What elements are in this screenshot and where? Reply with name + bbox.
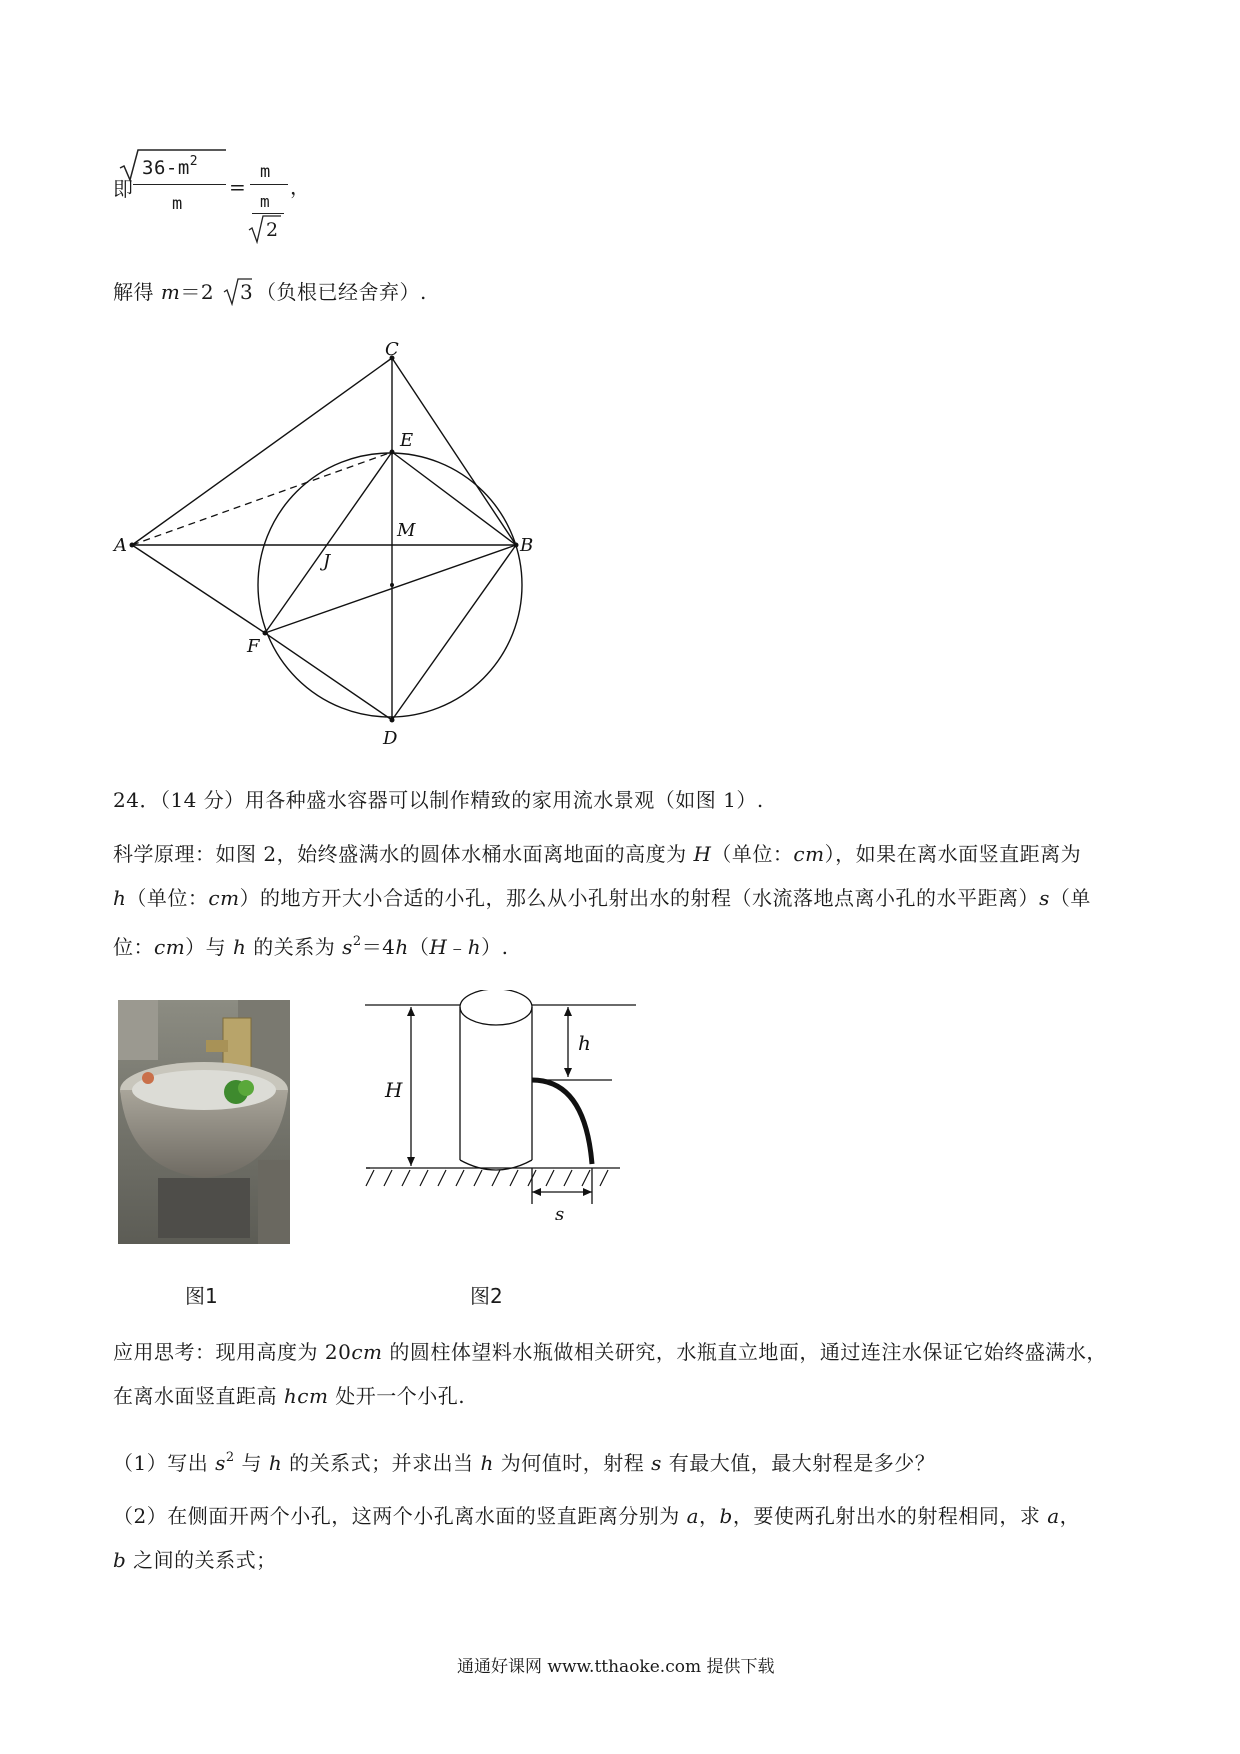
text: ）与	[185, 935, 234, 959]
text: 的圆柱体望料水瓶做相关研究，水瓶直立地面，通过连注水保证它始终盛满水，	[382, 1340, 1107, 1364]
text: ，	[699, 1504, 720, 1528]
var-h: h	[268, 1451, 283, 1475]
figure-1-photo	[118, 1000, 290, 1244]
solution-prefix: 解得	[113, 280, 161, 304]
var-H: H	[429, 935, 448, 959]
fraction-numerator	[142, 148, 198, 182]
text: （1）写出	[113, 1451, 216, 1475]
question-1	[113, 1444, 935, 1477]
text: 科学原理：如图 2，始终盛满水的圆体水桶水面离地面的高度为	[113, 842, 694, 866]
text: 之间的关系式；	[126, 1548, 277, 1572]
fraction-prefix: 即	[113, 177, 134, 201]
problem-24-header: 24．（14 分）用各种盛水容器可以制作精致的家用流水景观（如图 1）.	[113, 788, 764, 812]
text: 的关系式；并求出当	[282, 1451, 481, 1475]
right-den-radicand: 2	[266, 219, 279, 241]
var-s: s	[651, 1451, 662, 1475]
text: ）的地方开大小合适的小孔，那么从小孔射出水的射程（水流落地点离小孔的水平距离）	[239, 886, 1040, 910]
var-h: h	[113, 886, 127, 910]
solution-suffix: （负根已经舍弃）.	[256, 280, 427, 304]
figure-2-label: 图2	[470, 1284, 503, 1308]
unit-cm: cm	[208, 886, 240, 910]
fraction-bar-left	[133, 184, 226, 185]
principle-line-2	[113, 884, 1091, 912]
question-2-line-2	[113, 1546, 277, 1574]
fraction-trailing: ，	[290, 175, 311, 199]
figure-2-diagram	[360, 990, 660, 1220]
var-b: b	[719, 1504, 733, 1528]
application-line-2	[113, 1382, 465, 1410]
text: 处开一个小孔.	[328, 1384, 466, 1408]
unit-cm: cm	[793, 842, 825, 866]
question-2-line-1	[113, 1502, 1080, 1530]
var-a: a	[686, 1504, 700, 1528]
text: （2）在侧面开两个小孔，这两个小孔离水面的竖直距离分别为	[113, 1504, 687, 1528]
text: （单位：	[711, 842, 794, 866]
right-fraction-den-top: m	[260, 192, 271, 211]
text: 有最大值，最大射程是多少？	[661, 1451, 936, 1475]
label-F: F	[247, 636, 260, 657]
figure-1-label: 图1	[185, 1284, 218, 1308]
fig2-label-s: s	[555, 1204, 565, 1220]
var-hcm: hcm	[283, 1384, 329, 1408]
right-fraction-numerator: m	[260, 162, 271, 182]
text: 在离水面竖直距高	[113, 1384, 284, 1408]
var-h: h	[395, 935, 409, 959]
page-footer: 通通好课网 www.tthaoke.com 提供下载	[457, 1657, 775, 1677]
principle-line-1	[113, 840, 1081, 868]
exponent: 2	[352, 934, 362, 949]
label-D: D	[383, 728, 398, 749]
var-s: s	[1039, 886, 1050, 910]
application-line-1	[113, 1338, 1107, 1366]
var-a: a	[1047, 1504, 1060, 1528]
label-J: J	[323, 551, 331, 572]
text: （	[408, 935, 430, 959]
text: （单位：	[126, 886, 209, 910]
var-h: h	[467, 935, 482, 959]
fraction-denominator: m	[172, 194, 183, 214]
text: 的关系为	[246, 935, 343, 959]
unit-cm: cm	[154, 935, 186, 959]
solution-line	[113, 278, 214, 306]
solution-radicand: 3	[240, 280, 254, 304]
var-h: h	[233, 935, 247, 959]
text: 应用思考：现用高度为 20	[113, 1340, 352, 1364]
var-b: b	[113, 1548, 127, 1572]
text: 为何值时，射程	[493, 1451, 652, 1475]
var-s: s	[342, 935, 353, 959]
solution-eq: ＝2	[180, 280, 215, 304]
principle-line-3	[113, 928, 509, 961]
label-M: M	[397, 520, 416, 541]
text: ，	[1059, 1504, 1081, 1528]
solution-var: m	[160, 280, 181, 304]
geometry-figure	[110, 335, 560, 755]
fraction-equals: =	[229, 175, 247, 199]
text: 与	[234, 1451, 269, 1475]
numerator-radicand: 36-m	[142, 157, 190, 179]
label-A: A	[114, 535, 127, 556]
text: ，要使两孔射出水的射程相同，求	[732, 1504, 1048, 1528]
label-B: B	[520, 535, 534, 556]
label-C: C	[385, 339, 399, 360]
text: （单	[1049, 886, 1091, 910]
var-H: H	[693, 842, 712, 866]
fig2-label-h: h	[578, 1031, 591, 1055]
text: ）.	[481, 935, 509, 959]
label-E: E	[400, 430, 414, 451]
text: ＝4	[361, 935, 396, 959]
fig2-label-H: H	[385, 1078, 403, 1102]
var-h: h	[480, 1451, 494, 1475]
var-s: s	[215, 1451, 226, 1475]
exponent: 2	[225, 1450, 235, 1465]
text: 位：	[113, 935, 154, 959]
numerator-exponent: 2	[189, 154, 199, 169]
text: ﹣	[447, 935, 468, 959]
text: ），如果在离水面竖直距离为	[824, 842, 1082, 866]
fraction-bar-right	[250, 184, 288, 185]
dashed-line-AE	[132, 452, 392, 545]
unit-cm: cm	[351, 1340, 383, 1364]
